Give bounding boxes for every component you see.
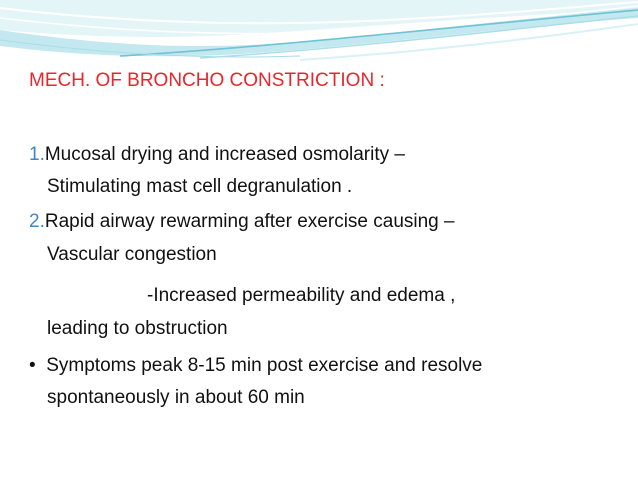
item-2-text-1: Rapid airway rewarming after exercise causing – <box>44 211 455 232</box>
bullet-marker: • <box>29 355 36 376</box>
bullet-item-line-1 <box>29 355 482 377</box>
item-1-number: 1. <box>29 144 45 165</box>
header-wave-decoration <box>0 0 638 72</box>
item-1-line-1 <box>29 144 405 166</box>
item-2-number: 2. <box>29 211 45 232</box>
slide-title: MECH. OF BRONCHO CONSTRICTION : <box>29 70 385 91</box>
item-2-line-1 <box>29 211 455 233</box>
item-1-text-1: Mucosal drying and increased osmolarity – <box>44 144 405 165</box>
item-2-line-2: Vascular congestion <box>47 244 217 265</box>
item-2-line-3: -Increased permeability and edema , <box>147 285 456 306</box>
item-1-line-2: Stimulating mast cell degranulation . <box>47 176 353 197</box>
item-2-line-4: leading to obstruction <box>47 318 228 339</box>
bullet-text-1: Symptoms peak 8-15 min post exercise and resolve <box>46 355 483 376</box>
bullet-item-line-2: spontaneously in about 60 min <box>47 387 305 408</box>
